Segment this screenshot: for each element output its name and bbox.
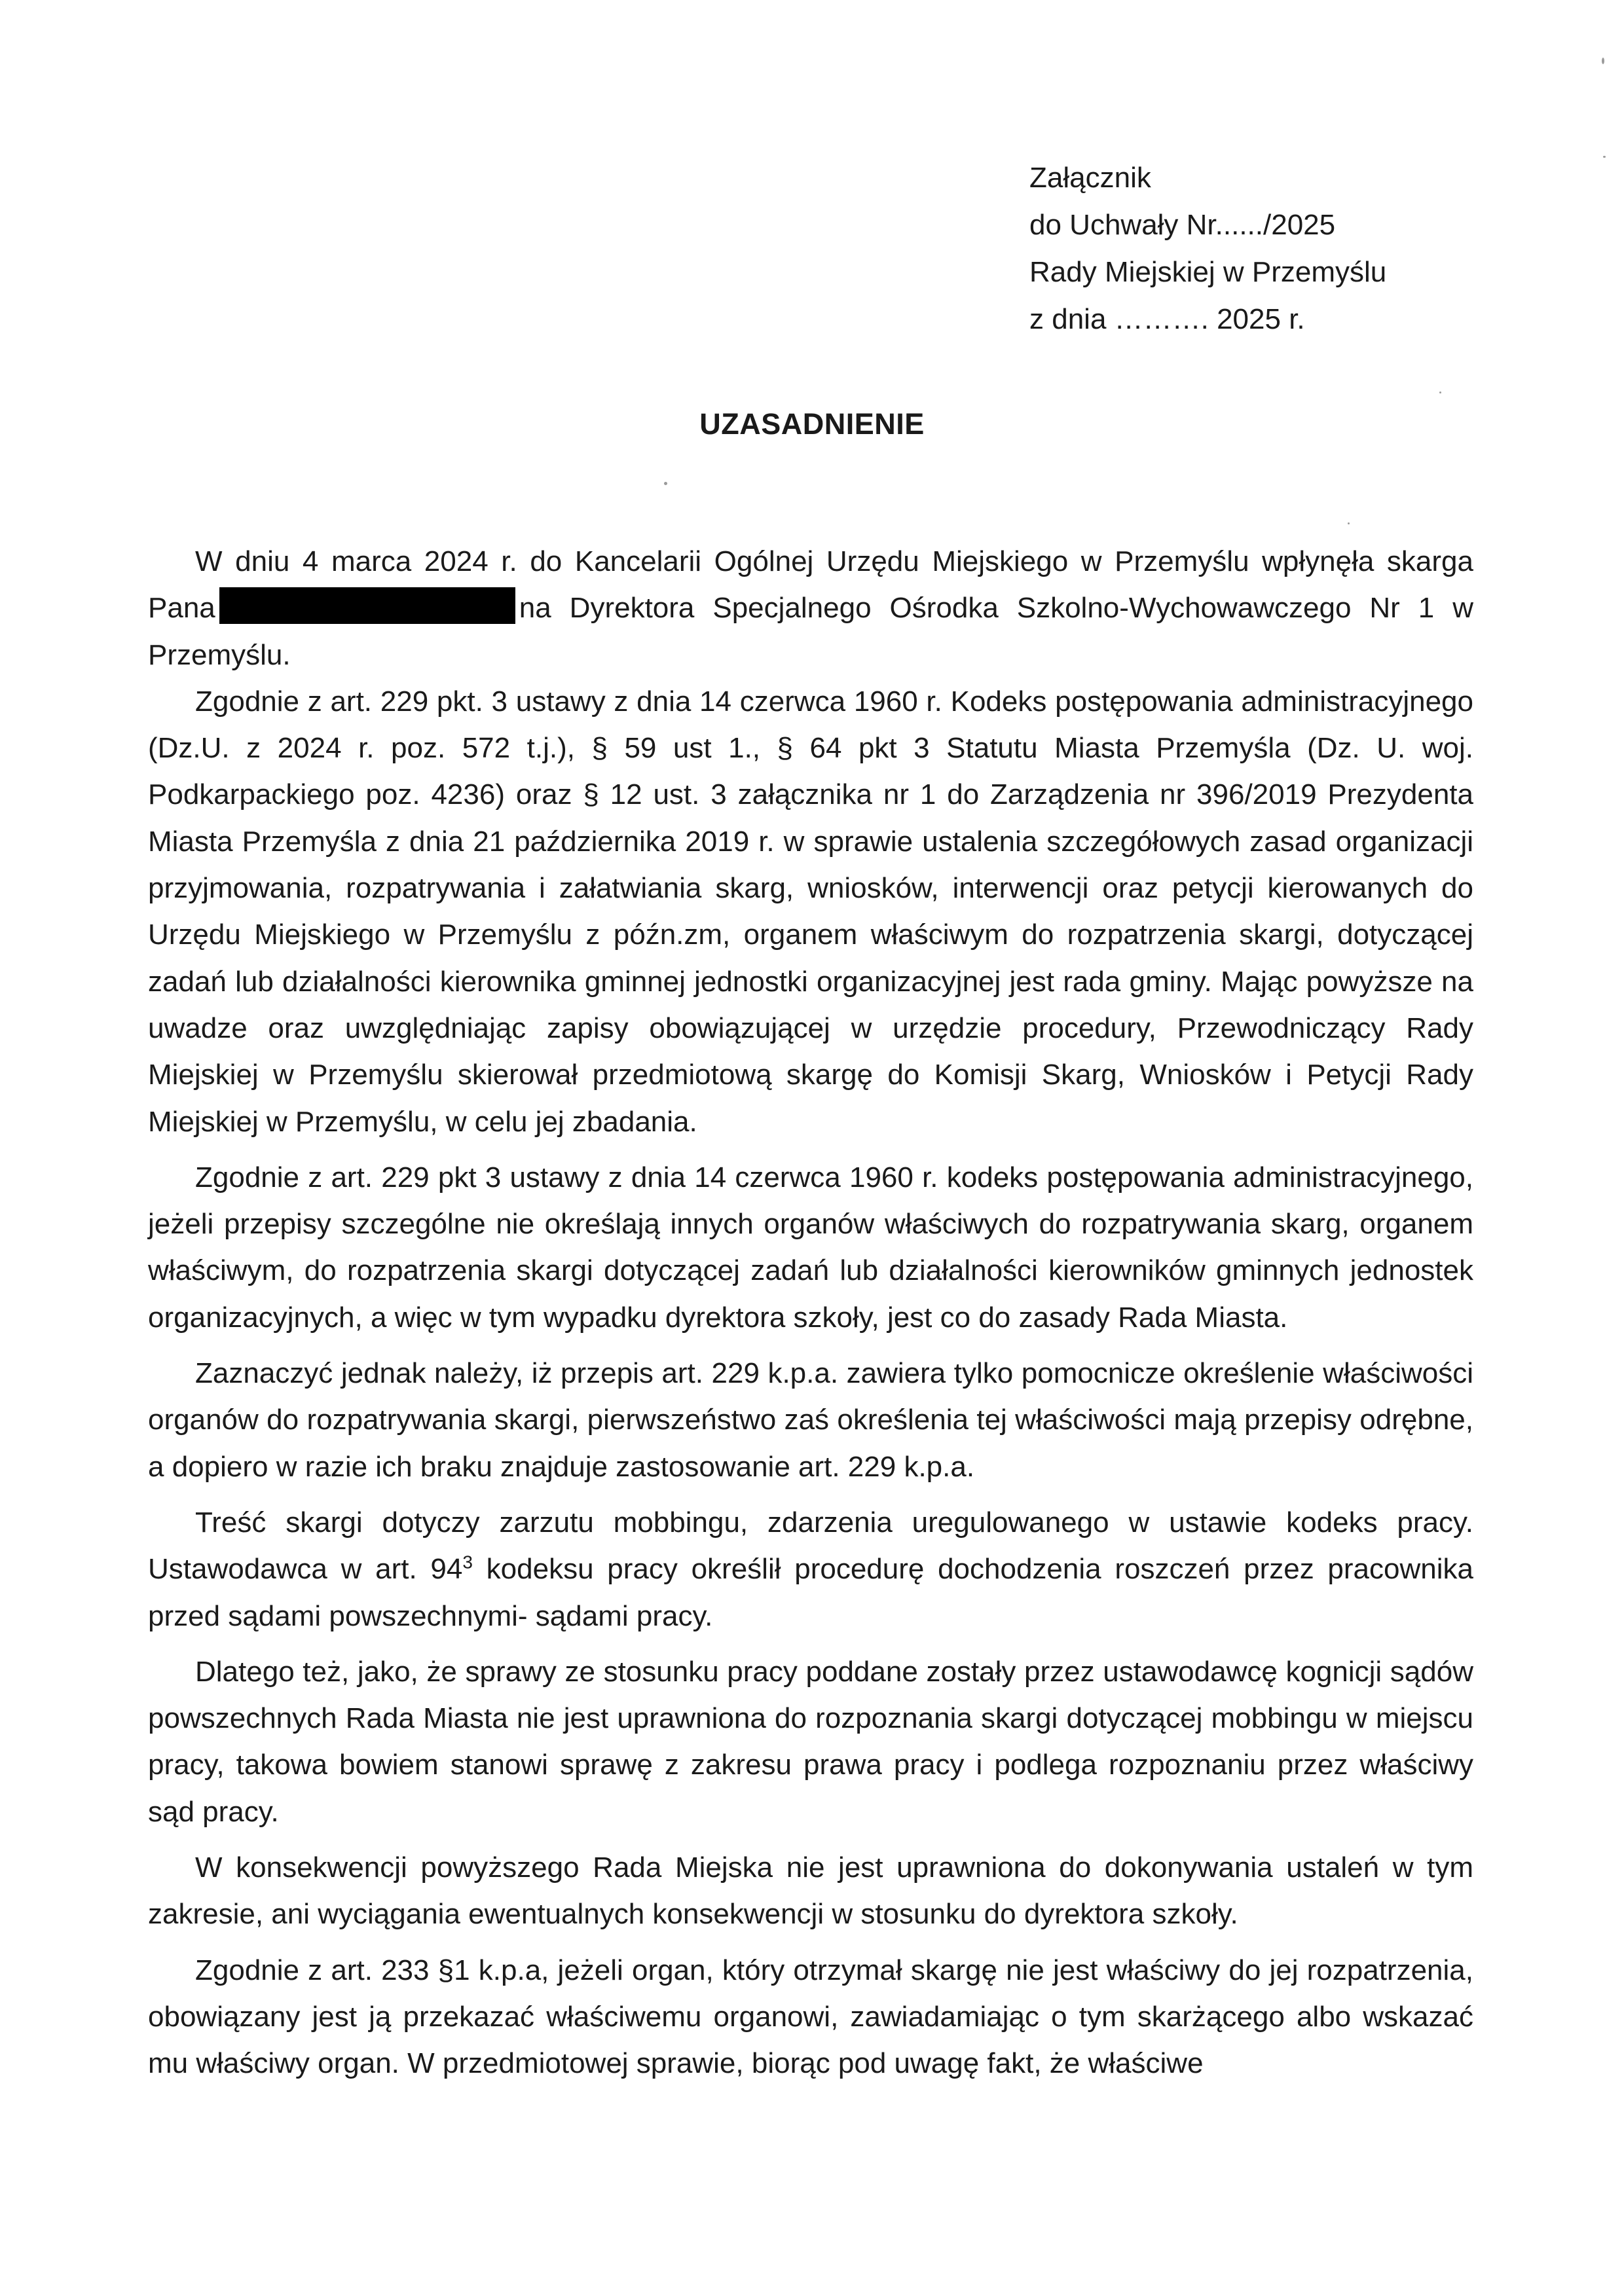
redacted-name-block: [219, 587, 515, 624]
document-body: [148, 538, 1473, 2087]
attachment-header: [1029, 155, 1386, 343]
paragraph-5: [148, 1499, 1473, 1639]
paragraph-4: Zaznaczyć jednak należy, iż przepis art. 229 k.p.a. zawiera tylko pomocnicze określenie właściwości organów do rozpatrywania skargi, pierwszeństwo zaś określenia tej właściwości mają przepisy odrębne, a dopiero w razie ich braku znajduje zastosowanie art. 229 k.p.a.: [148, 1357, 1473, 1483]
article-superscript: 3: [462, 1552, 473, 1573]
scan-speck: [1439, 392, 1441, 393]
paragraph-2: Zgodnie z art. 229 pkt. 3 ustawy z dnia 14 czerwca 1960 r. Kodeks postępowania administracyjnego (Dz.U. z 2024 r. poz. 572 t.j.), § 59 ust 1., § 64 pkt 3 Statutu Miasta Przemyśla (Dz. U. woj. Podkarpackiego poz. 4236) oraz § 12 ust. 3 załącznika nr 1 do Zarządzenia nr 396/2019 Prezydenta Miasta Przemyśla z dnia 21 października 2019 r. w sprawie ustalenia szczegółowych zasad organizacji przyjmowania, rozpatrywania i załatwiania skarg, wniosków, interwencji oraz petycji kierowanych do Urzędu Miejskiego w Przemyślu z późn.zm, organem właściwym do rozpatrzenia skargi, dotyczącej zadań lub działalności kierownika gminnej jednostki organizacyjnej jest rada gminy. Mając powyższe na uwadze oraz uwzględniając zapisy obowiązującej w urzędzie procedury, Przewodniczący Rady Miejskiej w Przemyślu skierował przedmiotową skargę do Komisji Skarg, Wniosków i Petycji Rady Miejskiej w Przemyślu, w celu jej zbadania.: [148, 685, 1473, 1138]
paragraph-7: W konsekwencji powyższego Rada Miejska nie jest uprawniona do dokonywania ustaleń w tym zakresie, ani wyciągania ewentualnych konsekwencji w stosunku do dyrektora szkoły.: [148, 1851, 1473, 1931]
scan-speck: [664, 482, 667, 485]
attachment-line-1: Załącznik: [1029, 162, 1151, 194]
paragraph-3: Zgodnie z art. 229 pkt 3 ustawy z dnia 14 czerwca 1960 r. kodeks postępowania administracyjnego, jeżeli przepisy szczególne nie określają innych organów właściwych do rozpatrywania skarg, organem właściwym, do rozpatrzenia skargi dotyczącej zadań lub działalności kierowników gminnych jednostek organizacyjnych, a więc w tym wypadku dyrektora szkoły, jest co do zasady Rada Miasta.: [148, 1161, 1473, 1334]
paragraph-1-text-end: na Dyrektora Specjalnego Ośrodka Szkolno-Wychowawczego Nr 1 w Przemyślu.: [148, 592, 1473, 671]
attachment-line-2: do Uchwały Nr....../2025: [1029, 209, 1336, 241]
attachment-line-3: Rady Miejskiej w Przemyślu: [1029, 256, 1387, 288]
paragraph-1: [148, 538, 1473, 678]
scan-speck: [1348, 522, 1350, 524]
paragraph-1-text-start: W dniu 4 marca 2024 r. do Kancelarii Ogólnej Urzędu Miejskiego w Przemyślu wpłynęła skarga Pana: [148, 545, 1473, 625]
paragraph-6: Dlatego też, jako, że sprawy ze stosunku pracy poddane zostały przez ustawodawcę kognicji sądów powszechnych Rada Miasta nie jest uprawniona do rozpoznania skargi dotyczącej mobbingu w miejscu pracy, takowa bowiem stanowi sprawę z zakresu prawa pracy i podlega rozpoznaniu przez właściwy sąd pracy.: [148, 1655, 1473, 1828]
scan-speck: [1602, 58, 1604, 64]
paragraph-8: Zgodnie z art. 233 §1 k.p.a, jeżeli organ, który otrzymał skargę nie jest właściwy do jej rozpatrzenia, obowiązany jest ją przekazać właściwemu organowi, zawiadamiając o tym skarżącego albo wskazać mu właściwy organ. W przedmiotowej sprawie, biorąc pod uwagę fakt, że właściwe: [148, 1954, 1473, 2080]
paragraph-5-text-start: Treść skargi dotyczy zarzutu mobbingu, zdarzenia uregulowanego w ustawie kodeks pracy. Ustawodawca w art. 94: [148, 1506, 1473, 1586]
scan-speck: [1603, 156, 1606, 158]
attachment-line-4: z dnia ………. 2025 r.: [1029, 303, 1305, 335]
document-title: UZASADNIENIE: [699, 407, 925, 441]
paragraph-5-text-end: kodeksu pracy określił procedurę dochodzenia roszczeń przez pracownika przed sądami powszechnymi- sądami pracy.: [148, 1553, 1473, 1632]
